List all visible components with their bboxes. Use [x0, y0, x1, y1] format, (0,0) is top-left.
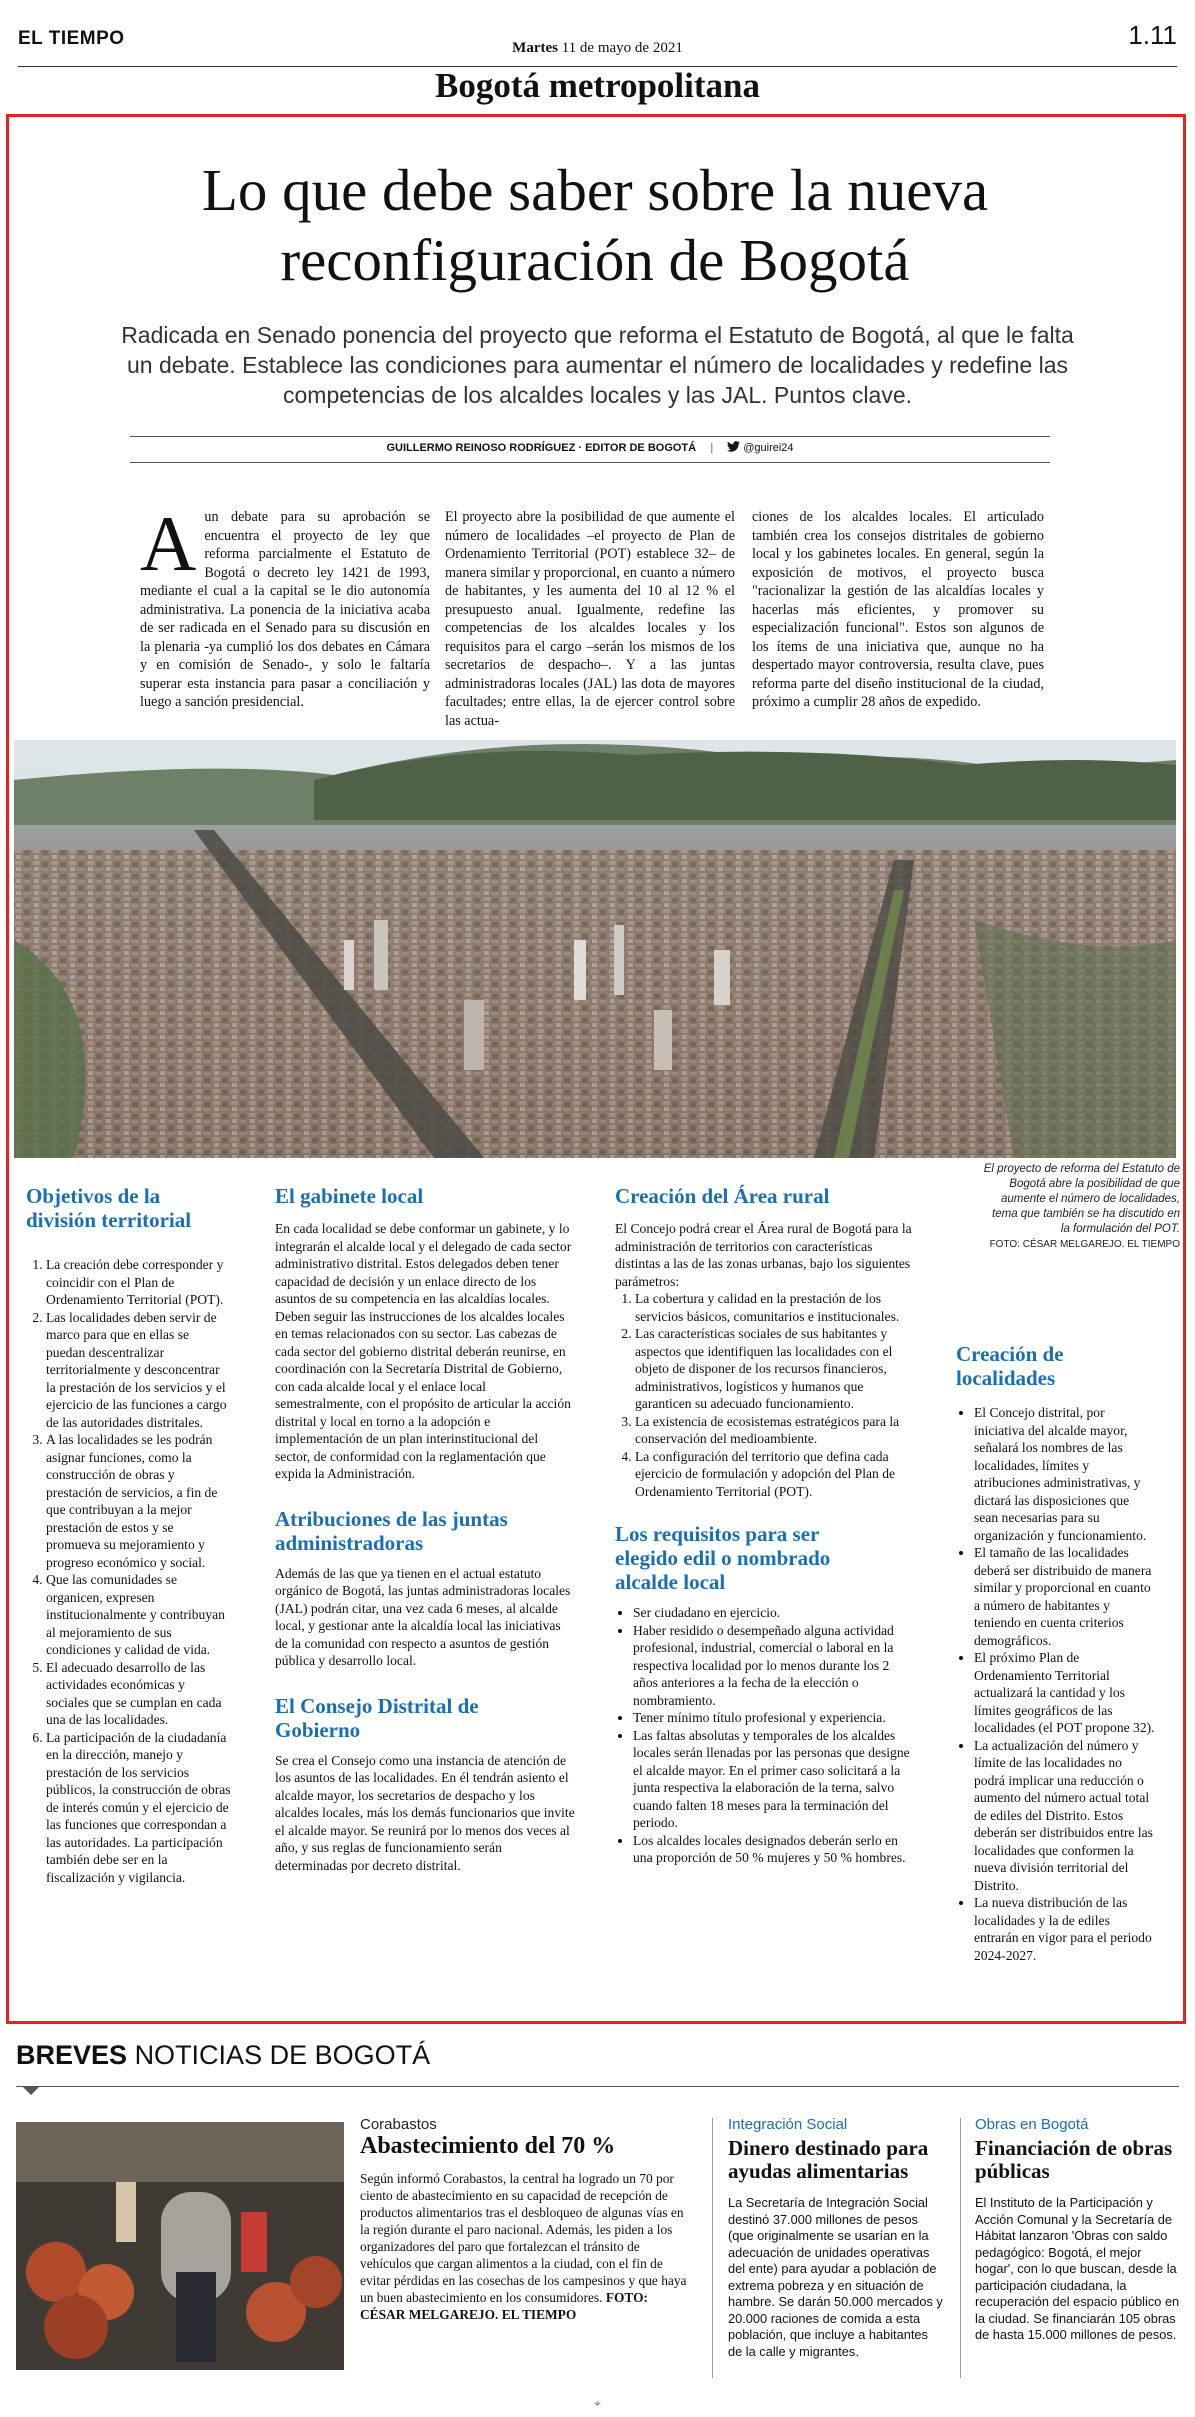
list-item: • Los alcaldes locales designados deberán serlo en una proporción de 50 % mujeres y 50 % hombres.: [633, 1832, 915, 1867]
area-rural-list: [615, 1290, 915, 1500]
list-item: 4. Que las comunidades se organicen, expresen institucionalmente y contribuyan al mejoramiento de sus condiciones y calidad de vida.: [46, 1571, 231, 1659]
breve-kicker: Corabastos: [360, 2116, 437, 2133]
drop-cap: A: [140, 500, 197, 587]
breve-corabastos: [360, 2116, 690, 2323]
section-title: Bogotá metropolitana: [434, 66, 761, 105]
list-item: 1. La creación debe corresponder y coincidir con el Plan de Ordenamiento Territorial (POT).: [46, 1256, 231, 1309]
breve-body: [360, 2170, 690, 2323]
list-item: • La actualización del número y límite de las localidades no podrá implicar una reducción o aumento del número actual total de ediles del Distrito. Estos deberán ser distribuidos entre las localidades que conformen la nueva división territorial del Distrito.: [974, 1737, 1156, 1895]
requisitos-heading: Los requisitos para ser elegido edil o nombrado alcalde local: [615, 1522, 831, 1594]
city-aerial-illustration: [14, 740, 1176, 1158]
breve-body: El Instituto de la Participación y Acción Comunal y la Secretaría de Hábitat lanzaron 'Obras con saldo pedagógico: Bogotá, el mejor hogar', con lo que buscan, desde la participación ciudadana, la recuperación del espacio público en la ciudad. Se financiarán 105 obras de hasta 15.000 millones de pesos.: [975, 2195, 1180, 2342]
area-rural-intro: El Concejo podrá crear el Área rural de Bogotá para la administración de territorios con características distintas a las de las zonas urbanas, bajo los siguientes parámetros:: [615, 1221, 912, 1289]
list-item: • Tener mínimo título profesional y experiencia.: [633, 1709, 915, 1727]
list-item: • Las faltas absolutas y temporales de los alcaldes locales serán llenadas por las personas que designe el alcalde mayor. En el primer caso solicitará a la junta respectiva la elaboración de la terna, salvo cuando falten 18 meses para la terminación del periodo.: [633, 1727, 915, 1832]
list-item: • El tamaño de las localidades deberá ser distribuido de manera similar y proporcional en cuanto a número de habitantes y teniendo en cuenta criterios demográficos.: [974, 1544, 1156, 1649]
twitter-icon: [727, 441, 740, 452]
list-item: 4. La configuración del territorio que defina cada ejercicio de formulación y adopción del Plan de Ordenamiento Territorial (POT).: [635, 1448, 915, 1501]
byline-author: GUILLERMO REINOSO RODRÍGUEZ · EDITOR DE BOGOTÁ: [386, 441, 697, 454]
page-number: 1.11: [1128, 20, 1177, 50]
byline: GUILLERMO REINOSO RODRÍGUEZ · EDITOR DE BOGOTÁ | @guirei24: [386, 441, 794, 454]
creacion-localidades-list: [956, 1404, 1156, 1964]
byline-rule-top: [130, 436, 1050, 437]
gabinete-body: En cada localidad se debe conformar un gabinete, y lo integrarán el alcalde local y el delegado de cada sector administrativo distrital. Estos delegados deben tener capacidad de decisión y un enlace directo de los asuntos de su competencia en las alcaldías locales. Deben seguir las instrucciones de los alcaldes locales en temas relacionados con su sector. Las cabezas de cada sector del gobierno distrital deberán reunirse, en coordinación con la Secretaría Distrital de Gobierno, con cada alcalde local y el enlace local semestralmente, con el propósito de articular la acción distrital y local en torno a la adopción e implementación de un plan interinstitucional del sector, de conformidad con la reglamentación que expida la Administración.: [275, 1221, 572, 1481]
twitter-handle-text: @guirei24: [743, 442, 794, 454]
twitter-handle[interactable]: [727, 441, 793, 454]
list-item: 1. La cobertura y calidad en la prestación de los servicios básicos, comunitarios e institucionales.: [635, 1290, 915, 1325]
requisitos-list: [615, 1604, 915, 1867]
photo-caption: [980, 1162, 1180, 1252]
creacion-localidades-heading: Creación de localidades: [956, 1342, 1064, 1390]
breves-rule: [16, 2086, 1179, 2087]
breve-integracion-social: [728, 2116, 943, 2360]
market-illustration: [16, 2122, 344, 2370]
date-weekday: Martes: [512, 40, 558, 56]
objetivos-list: [26, 1256, 231, 1886]
list-item: 3. A las localidades se les podrán asignar funciones, como la construcción de obras y prestación de servicios, a fin de que contribuyan a la mejor prestación de estos y se promueva su mejoramiento y progreso económico y social.: [46, 1431, 231, 1571]
column-area-rural: [615, 1184, 915, 1867]
article-photo-bogota-aerial: [14, 740, 1176, 1158]
list-item: • Ser ciudadano en ejercicio.: [633, 1604, 915, 1622]
list-item: • El Concejo distrital, por iniciativa del alcalde mayor, señalará los nombres de las localidades, límites y atribuciones administrativas, y dictará las disposiciones que sean necesarias para su organización y funcionamiento.: [974, 1404, 1156, 1544]
list-item: • La nueva distribución de las localidades y la de ediles entrarán en vigor para el periodo 2024-2027.: [974, 1894, 1156, 1964]
box-objetivos: [26, 1184, 231, 1886]
area-rural-heading: Creación del Área rural: [615, 1184, 830, 1208]
atribuciones-heading: Atribuciones de las juntas administradoras: [275, 1506, 508, 1555]
date-rest: 11 de mayo de 2021: [561, 40, 683, 56]
breve-headline: Dinero destinado para ayudas alimentarias: [728, 2136, 929, 2183]
breves-divider-2: [960, 2118, 961, 2378]
breve-kicker: Integración Social: [728, 2116, 848, 2133]
breves-label-bold: BREVES: [16, 2040, 128, 2070]
breve-headline: Financiación de obras públicas: [975, 2136, 1173, 2183]
list-item: 5. El adecuado desarrollo de las actividades económicas y sociales que se cumplan en cada una de las localidades.: [46, 1659, 231, 1729]
photo-caption-text: El proyecto de reforma del Estatuto de Bogotá abre la posibilidad de que aumente el número de localidades, tema que también se ha discutido en la formulación del POT.: [983, 1163, 1180, 1235]
corabastos-photo: [16, 2122, 344, 2370]
article-lede: Radicada en Senado ponencia del proyecto que reforma el Estatuto de Bogotá, al que le falta un debate. Establece las condiciones para aumentar el número de localidades y redefine las competencias de los alcaldes locales y las JAL. Puntos clave.: [121, 322, 1074, 408]
breves-title: [16, 2040, 430, 2071]
photo-credit: FOTO: CÉSAR MELGAREJO. EL TIEMPO: [989, 1239, 1180, 1250]
breves-label-rest: NOTICIAS DE BOGOTÁ: [134, 2040, 431, 2070]
objetivos-heading: Objetivos de la división territorial: [26, 1184, 192, 1232]
newspaper-logo: EL TIEMPO: [18, 28, 125, 49]
issue-date: [0, 40, 1195, 57]
list-item: 6. La participación de la ciudadanía en la dirección, manejo y prestación de los servicios públicos, la construcción de obras de interés común y el ejercicio de las funciones que correspondan a las autoridades. La participación también debe ser en la fiscalización y vigilancia.: [46, 1729, 231, 1887]
list-item: • Haber residido o desempeñado alguna actividad profesional, industrial, comercial o laboral en la respectiva localidad por lo menos durante los 2 años anteriores a la fecha de la elección o nombramiento.: [633, 1622, 915, 1710]
consejo-heading: El Consejo Distrital de Gobierno: [275, 1693, 479, 1742]
gabinete-heading: El gabinete local: [275, 1184, 424, 1208]
column-gabinete: [275, 1184, 575, 1874]
registration-mark-icon: ⌖: [594, 2396, 601, 2410]
breve-body-text: Según informó Corabastos, la central ha logrado un 70 por ciento de abastecimiento en su capacidad de recepción de productos alimentarios tras el desbloqueo de algunas vías en la región durante el paro nacional. Además, les piden a los organizadores del paro que fortalezcan el tránsito de vehículos que cargan alimentos a la ciudad, con el fin de evitar pérdidas en las cosechas de los campesinos y que haya un buen abastecimiento en los consumidores.: [360, 2171, 687, 2305]
intro-column-2: El proyecto abre la posibilidad de que aumente el número de localidades –el proyecto de Plan de Ordenamiento Territorial (POT) establece 32– de manera similar y proporcional, en cuanto a número de habitantes, y les aumenta del 10 al 12 % el presupuesto anual. Igualmente, redefine las competencias de los alcaldes locales y los requisitos para el cargo –serán los mismos de los secretarios de despacho–. Y a las juntas administradoras locales (JAL) las dota de mayores facultades; entre ellas, la de ejercer control sobre las actua-: [445, 509, 735, 729]
box-creacion-localidades: [956, 1342, 1156, 1964]
breves-pointer: [22, 2086, 40, 2095]
intro-column-1: [140, 500, 430, 712]
intro-column-3: ciones de los alcaldes locales. El articulado también crea los consejos distritales de gobierno local y los gabinetes locales. En general, según la exposición de motivos, el proyecto busca "racionalizar la gestión de las alcaldías locales y hacerlas más eficientes, y promover su especialización funcional". Estos son algunos de los ítems de una iniciativa que, aunque no ha despertado mayor controversia, resulta clave, pues reforma parte del diseño institucional de la ciudad, próximo a cumplir 28 años de expedido.: [752, 509, 1044, 710]
breve-obras: [975, 2116, 1180, 2344]
breve-photo-credit: FOTO: CÉSAR MELGAREJO. EL TIEMPO: [360, 2290, 648, 2322]
breve-headline: Abastecimiento del 70 %: [360, 2133, 616, 2159]
article-headline: Lo que debe saber sobre la nueva reconfiguración de Bogotá: [201, 157, 989, 293]
atribuciones-body: Además de las que ya tienen en el actual estatuto orgánico de Bogotá, las juntas administradoras locales (JAL) podrán citar, una vez cada 6 meses, al alcalde local, y gestionar ante la alcaldía local las iniciativas de la comunidad con respecto a asuntos de gestión pública y desarrollo local.: [275, 1565, 571, 1668]
list-item: 2. Las localidades deben servir de marco para que en ellas se puedan descentralizar territorialmente y desconcentrar la prestación de los servicios y el ejercicio de las funciones a cargo de las autoridades distritales.: [46, 1309, 231, 1432]
breve-kicker: Obras en Bogotá: [975, 2116, 1089, 2133]
byline-rule-bottom: [130, 462, 1050, 463]
breves-divider-1: [712, 2118, 713, 2378]
list-item: 3. La existencia de ecosistemas estratégicos para la conservación del medioambiente.: [635, 1413, 915, 1448]
intro-text-1: un debate para su aprobación se encuentra el proyecto de ley que reforma parcialmente el Estatuto de Bogotá o decreto ley 1421 de 1993, mediante el cual a la capital se le dio autonomía administrativa. La ponencia de la iniciativa acaba de ser radicada en el Senado para su discusión en la plenaria -ya cumplió los dos debates en Cámara y en comisión de Senado-, y solo le faltaría superar esta instancia para pasar a conciliación y luego a sanción presidencial.: [140, 509, 430, 710]
list-item: • El próximo Plan de Ordenamiento Territorial actualizará la cantidad y los límites geográficos de las localidades (el POT propone 32).: [974, 1649, 1156, 1737]
consejo-body: Se crea el Consejo como una instancia de atención de los asuntos de las localidades. En él tendrán asiento el alcalde mayor, los secretarios de despacho y los alcaldes locales, más los demás funcionarios que invite el alcalde mayor. Se reunirá por lo menos dos veces al año, y sus reglas de funcionamiento serán determinadas por decreto distrital.: [275, 1752, 575, 1873]
list-item: 2. Las características sociales de sus habitantes y aspectos que identifiquen las localidades con el objeto de disponer de los recursos financieros, administrativos, logísticos y humanos que garanticen su adecuado funcionamiento.: [635, 1325, 915, 1413]
breve-body: La Secretaría de Integración Social destinó 37.000 millones de pesos (que originalmente se usarían en la adecuación de unidades operativas del ente) para ayudar a población de extrema pobreza y en situación de hambre. Se darán 50.000 mercados y 20.000 raciones de comida a esta población, que incluye a habitantes de la calle y migrantes.: [728, 2195, 943, 2359]
